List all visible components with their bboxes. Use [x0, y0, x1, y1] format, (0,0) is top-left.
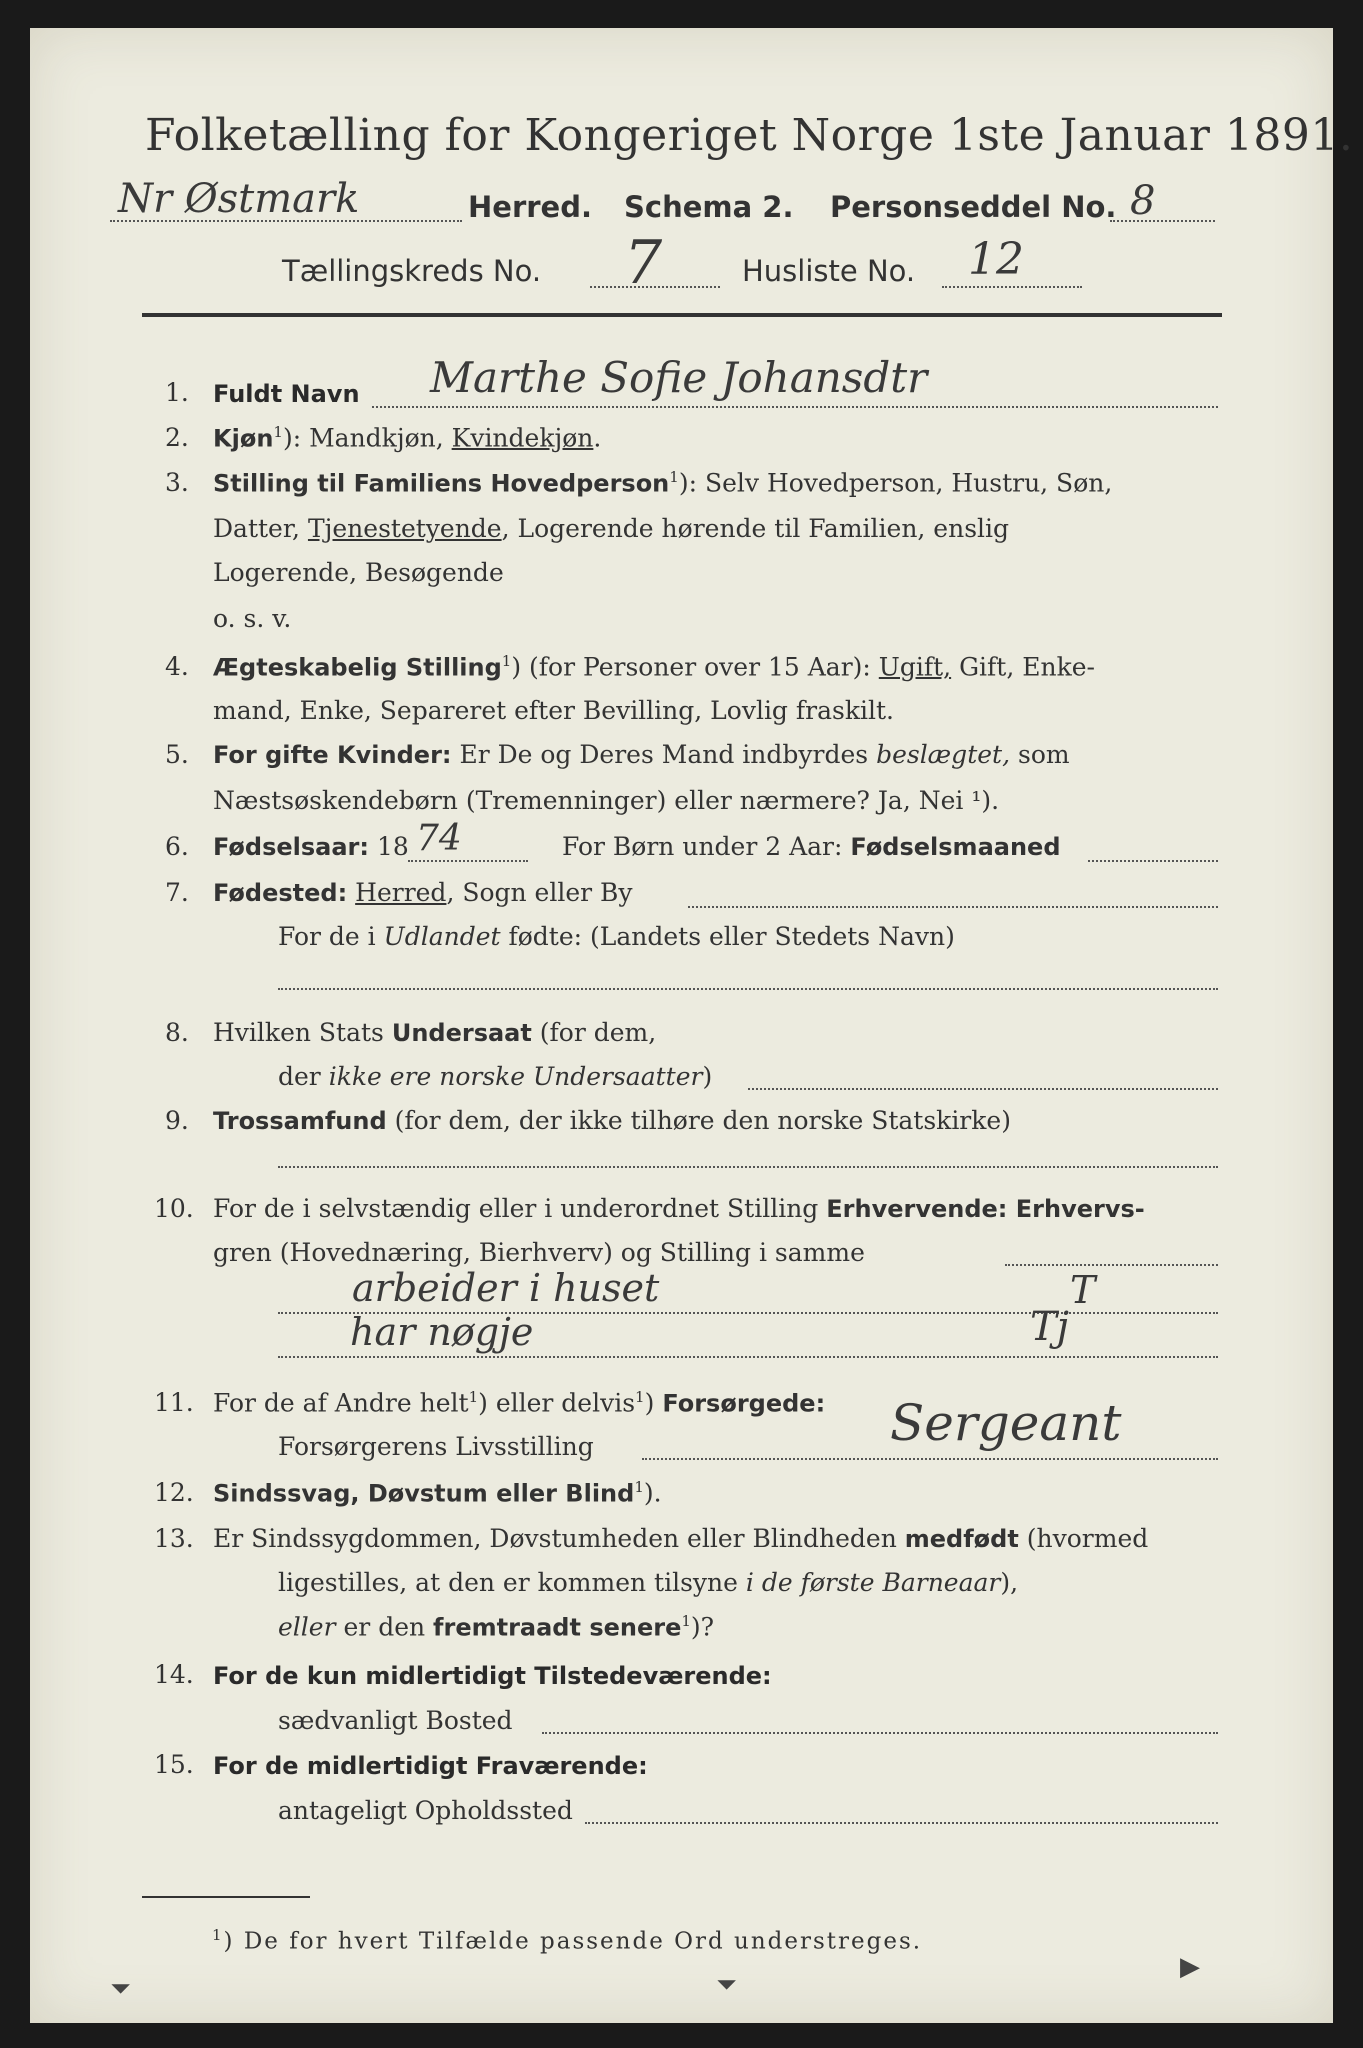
q7-label: Fødested:	[213, 879, 348, 907]
q2-number: 2.	[165, 423, 189, 452]
q13-line3d: )?	[690, 1612, 715, 1642]
q11-line1b: ) eller delvis	[478, 1388, 636, 1418]
q12-number: 12.	[154, 1478, 194, 1507]
q3-line1	[213, 468, 1112, 497]
q13-line2b: i de første Barneaar	[745, 1568, 1001, 1597]
q13-line1c: (hvormed	[1026, 1524, 1149, 1553]
q3-line1-text: ): Selv Hovedperson, Hustru, Søn,	[678, 468, 1113, 498]
q4-label: Ægteskabelig Stilling	[213, 653, 502, 682]
q13-number: 13.	[154, 1524, 194, 1553]
page-mark-center: ⏷	[716, 1970, 737, 2000]
q7-number: 7.	[165, 878, 189, 907]
kreds-number: 7	[624, 228, 663, 298]
page-mark-right: ▶	[1180, 1952, 1200, 1982]
q15-label: For de midlertidigt Fraværende:	[213, 1752, 648, 1780]
q13-line3b: er den	[343, 1612, 426, 1642]
q2-sup: 1	[273, 423, 283, 441]
q8-line2	[278, 1062, 712, 1091]
q14-line2: sædvanligt Bosted	[278, 1706, 513, 1735]
q10-line1a: For de i selvstændig eller i underordnet Stilling	[213, 1194, 819, 1223]
q10-number: 10.	[154, 1194, 194, 1223]
q12-label: Sindssvag, Døvstum eller Blind	[213, 1479, 635, 1508]
q1-label: Fuldt Navn	[213, 380, 360, 408]
q7-line2	[278, 922, 955, 951]
q6-answer: 74	[416, 818, 462, 859]
q13-line2a: ligestilles, at den er kommen tilsyne	[278, 1568, 738, 1597]
q11-sup-a: 1	[468, 1388, 479, 1406]
q11-dotline	[642, 1458, 1218, 1460]
q10-dotline-1	[1005, 1264, 1218, 1266]
personseddel-number: 8	[1130, 178, 1156, 224]
footnote	[212, 1926, 922, 1955]
q14-number: 14.	[154, 1660, 194, 1689]
q11-label: Forsørgede:	[662, 1389, 826, 1418]
q5-line1	[213, 740, 1070, 769]
q11-sup-b: 1	[635, 1388, 645, 1406]
q15-line2: antageligt Opholdssted	[278, 1796, 573, 1825]
q9-dotline	[278, 1166, 1218, 1168]
q13-line2c: ),	[1000, 1568, 1019, 1597]
q4-line1a: ) (for Personer over 15 Aar):	[511, 652, 871, 682]
q10-answer2: har nøgje	[350, 1310, 534, 1354]
q6-prefix: 18	[376, 832, 409, 861]
q5-line2: Næstsøskendebørn (Tremenninger) eller nærmere? Ja, Nei ¹).	[213, 786, 1000, 815]
husliste-number: 12	[968, 234, 1024, 285]
q8-dotline	[748, 1088, 1218, 1090]
q15-number: 15.	[154, 1750, 194, 1779]
q11-line2: Forsørgerens Livsstilling	[278, 1432, 594, 1461]
q9-number: 9.	[165, 1106, 189, 1135]
q7-option-underlined: Herred	[355, 878, 447, 907]
q3-line2a: Datter,	[213, 514, 300, 543]
q7-line2a: For de i	[278, 922, 376, 951]
q7-dotline-2	[278, 988, 1218, 990]
page-mark-left: ⏷	[110, 1974, 131, 2004]
q5-line1b: beslægtet,	[876, 740, 1011, 769]
q2-label: Kjøn	[213, 424, 274, 453]
q4-line1	[213, 652, 1095, 681]
q7-rest: , Sogn eller By	[446, 878, 633, 907]
q13-line1	[213, 1524, 1148, 1553]
q4-line2: mand, Enke, Separeret efter Bevilling, Lovlig fraskilt.	[213, 696, 894, 725]
census-form-page	[30, 28, 1354, 2023]
q6-rest-text: For Børn under 2 Aar:	[562, 832, 843, 861]
q10-line2: gren (Hovednæring, Bierhverv) og Stilling i samme	[213, 1238, 865, 1267]
q1-answer: Marthe Sofie Johansdtr	[430, 353, 928, 402]
q2-rest: ): Mandkjøn,	[282, 423, 444, 453]
q8-line2a: der	[278, 1062, 321, 1091]
q3-line2c: , Logerende hørende til Familien, enslig	[501, 514, 1010, 543]
q13-line2	[278, 1568, 1018, 1597]
q3-line2	[213, 514, 1009, 543]
q12-line1	[213, 1478, 662, 1507]
q7-line1	[213, 878, 633, 907]
q11-number: 11.	[154, 1388, 194, 1417]
q6-dotline-a	[408, 860, 528, 862]
q10-dotline-3	[278, 1356, 1218, 1358]
q7-line2c: fødte: (Landets eller Stedets Navn)	[508, 922, 955, 951]
q8-line1c: (for dem,	[539, 1018, 657, 1047]
q7-line2b: Udlandet	[383, 922, 501, 951]
q11-line1a: For de af Andre helt	[213, 1388, 469, 1418]
q10-line1b: Erhvervende: Erhvervs-	[826, 1195, 1145, 1223]
herred-label: Herred.	[468, 190, 592, 224]
footnote-rule	[142, 1896, 310, 1898]
q2-end: .	[593, 423, 602, 453]
q3-label: Stilling til Familiens Hovedperson	[213, 469, 670, 498]
q3-sup: 1	[669, 468, 679, 486]
q14-label: For de kun midlertidigt Tilstedeværende:	[213, 1662, 772, 1690]
q11-answer: Sergeant	[890, 1394, 1122, 1452]
q14-dotline	[542, 1732, 1218, 1734]
kreds-dotline	[590, 286, 720, 288]
q2-option-underlined: Kvindekjøn	[451, 423, 594, 453]
schema-label: Schema 2.	[624, 190, 794, 224]
q12-sup: 1	[634, 1478, 644, 1496]
q3-number: 3.	[165, 468, 189, 497]
q7-dotline	[688, 906, 1218, 908]
q13-sup: 1	[681, 1612, 691, 1630]
q8-line2b: ikke ere norske Undersaatter	[328, 1062, 703, 1091]
q5-number: 5.	[165, 740, 189, 769]
q9-line1	[213, 1106, 1011, 1135]
husliste-label: Husliste No.	[742, 254, 916, 288]
q10-mark1: T	[1070, 1268, 1096, 1312]
q6-rest	[562, 832, 1061, 861]
herred-handwritten: Nr Østmark	[118, 176, 360, 222]
q3-line4: o. s. v.	[213, 604, 292, 633]
personseddel-label: Personseddel No.	[830, 190, 1117, 224]
q11-line1	[213, 1388, 825, 1417]
q9-label: Trossamfund	[213, 1107, 387, 1135]
q10-mark2: Tj	[1030, 1304, 1070, 1350]
q2-text	[213, 423, 601, 452]
q6-label: Fødselsaar:	[213, 833, 369, 861]
q4-number: 4.	[165, 652, 189, 681]
q13-line1b: medfødt	[904, 1525, 1019, 1553]
footnote-text: ) De for hvert Tilfælde passende Ord understreges.	[223, 1928, 923, 1955]
q6-number: 6.	[165, 832, 189, 861]
q15-dotline	[585, 1822, 1218, 1824]
herred-dotline	[110, 220, 462, 222]
q5-label: For gifte Kvinder:	[213, 741, 452, 769]
q11-line1c: )	[644, 1388, 655, 1418]
q8-number: 8.	[165, 1018, 189, 1047]
q1-dotline	[372, 406, 1218, 408]
q4-sup: 1	[501, 652, 512, 670]
q10-line1	[213, 1194, 1145, 1223]
q10-answer1: arbeider i huset	[352, 1266, 660, 1310]
q9-rest: (for dem, der ikke tilhøre den norske Statskirke)	[394, 1106, 1011, 1135]
q8-line1a: Hvilken Stats	[213, 1018, 384, 1047]
q3-line3: Logerende, Besøgende	[213, 558, 504, 587]
q8-line2c: )	[702, 1062, 713, 1091]
q4-option-underlined: Ugift,	[878, 652, 952, 682]
husliste-dotline	[942, 286, 1082, 288]
q8-line1	[213, 1018, 656, 1047]
q5-line1c: som	[1017, 740, 1070, 769]
q5-line1a: Er De og Deres Mand indbyrdes	[459, 740, 869, 769]
q12-end: ).	[643, 1478, 662, 1508]
kreds-label: Tællingskreds No.	[282, 254, 542, 288]
q13-line3a: eller	[278, 1612, 336, 1642]
form-title: Folketælling for Kongeriget Norge 1ste Januar 1891.	[145, 110, 1354, 161]
q6-label2: Fødselsmaaned	[850, 833, 1061, 861]
q13-line1a: Er Sindssygdommen, Døvstumheden eller Blindheden	[213, 1524, 897, 1553]
q6-line	[213, 832, 409, 861]
header-rule	[142, 313, 1222, 317]
q1-number: 1.	[165, 378, 189, 407]
q13-line3	[278, 1612, 714, 1641]
personseddel-dotline	[1110, 220, 1215, 222]
q4-line1c: Gift, Enke-	[959, 652, 1095, 682]
footnote-sup: 1	[212, 1926, 224, 1944]
q3-option-underlined: Tjenestetyende	[307, 514, 502, 543]
q8-line1b: Undersaat	[391, 1019, 532, 1047]
q13-line3c: fremtraadt senere	[433, 1613, 682, 1642]
q6-dotline-b	[1088, 860, 1218, 862]
